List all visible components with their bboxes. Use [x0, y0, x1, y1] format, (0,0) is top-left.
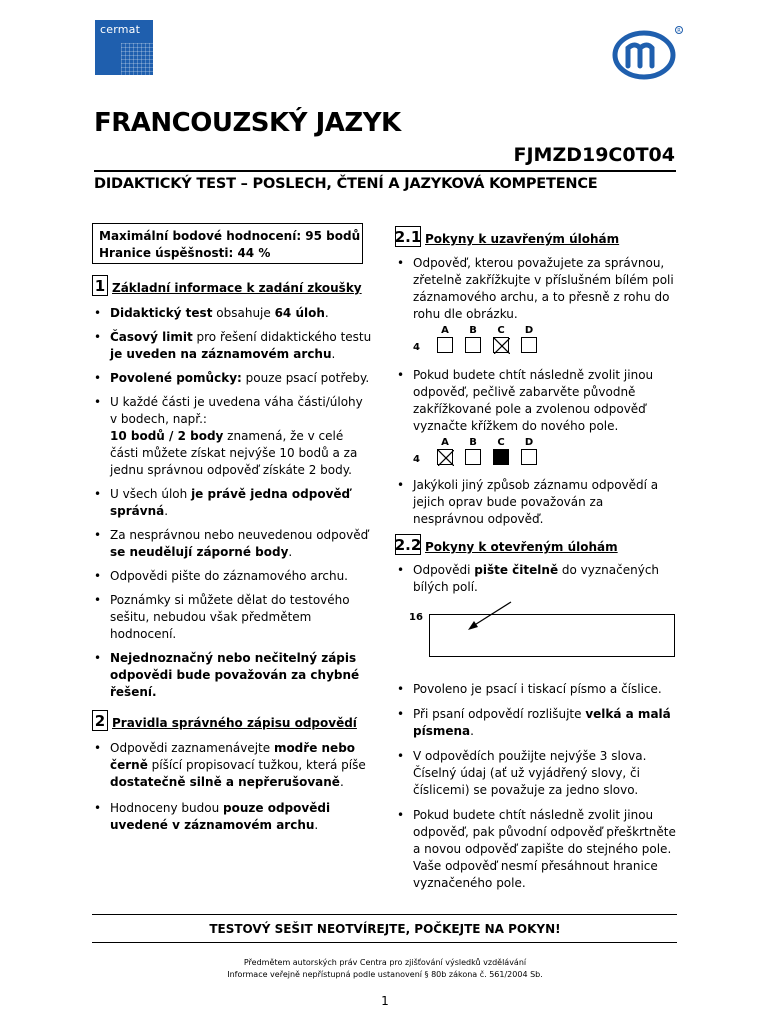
m-logo — [608, 22, 686, 82]
section-2-1-heading — [395, 225, 680, 247]
footer-notice: TESTOVÝ SEŠIT NEOTVÍREJTE, POČKEJTE NA POKYN! — [209, 922, 561, 936]
open-answer-example — [395, 596, 680, 658]
cross-mark-icon — [438, 450, 454, 466]
test-code: FJMZD19C0T04 — [513, 144, 675, 166]
footer-divider-2 — [92, 942, 677, 943]
list-item: • U všech úloh je právě jedna odpověď správná. — [92, 486, 365, 520]
option-letter: C — [497, 325, 505, 336]
option-letter: A — [441, 325, 449, 336]
example-number: 16 — [409, 612, 423, 623]
list-item: • Odpovědi pište do záznamového archu. — [92, 568, 372, 585]
list-item: • Odpovědi pište čitelně do vyznačených bílých polí. — [395, 562, 673, 596]
answer-example-corrected — [413, 437, 680, 465]
section-1-heading — [92, 274, 372, 296]
option-letter: D — [524, 437, 534, 448]
section-2-title: Pravidla správného zápisu odpovědí — [112, 716, 357, 730]
answer-example-cross — [413, 325, 680, 353]
answer-box-c-filled — [493, 449, 509, 465]
list-item: • Odpověď, kterou považujete za správnou, zřetelně zakřížkujte v příslušném bílém poli záznamového archu, a to přesně z rohu do rohu dle obrázku. — [395, 255, 683, 323]
list-item: • Při psaní odpovědí rozlišujte velká a malá písmena. — [395, 706, 678, 740]
section-2-number: 2 — [92, 710, 108, 731]
option-letter: C — [497, 437, 505, 448]
option-letter: B — [469, 325, 477, 336]
title-divider — [94, 170, 676, 172]
list-item: • U každé části je uvedena váha části/úlohy v bodech, např.: 10 bodů / 2 body znamená, že v celé části můžete získat nejvýše 10 bodů a za jednu správnou odpověď získáte 2 body. — [92, 394, 365, 479]
section-2-1-list — [395, 255, 680, 323]
score-box — [92, 223, 363, 264]
answer-box-b — [465, 449, 481, 465]
section-2 — [92, 709, 372, 834]
section-2-list — [92, 740, 372, 834]
list-item: • Didaktický test obsahuje 64 úloh. — [92, 305, 372, 322]
list-item: • Odpovědi zaznamenávejte modře nebo černě píšící propisovací tužkou, která píše dostatečně silně a nepřerušovaně. — [92, 740, 380, 791]
answer-box-b — [465, 337, 481, 353]
option-letter: A — [441, 437, 449, 448]
page-title: FRANCOUZSKÝ JAZYK — [94, 108, 401, 138]
list-item: • Hodnoceny budou pouze odpovědi uvedené v záznamovém archu. — [92, 800, 360, 834]
cermat-logo — [95, 20, 153, 75]
svg-text:R: R — [677, 28, 681, 34]
open-answer-field — [429, 614, 675, 657]
option-letter: B — [469, 437, 477, 448]
max-score: Maximální bodové hodnocení: 95 bodů — [99, 229, 361, 243]
copyright-line-2: Informace veřejně nepřístupná podle ustanovení § 80b zákona č. 561/2004 Sb. — [227, 970, 543, 979]
section-2-1-title: Pokyny k uzavřeným úlohám — [425, 232, 620, 246]
answer-box-a — [437, 337, 453, 353]
page-number: 1 — [381, 994, 389, 1008]
section-2-1-list-2 — [395, 367, 680, 435]
list-item: • Poznámky si můžete dělat do testového sešitu, nebudou však předmětem hodnocení. — [92, 592, 355, 643]
copyright-line-1: Předmětem autorských práv Centra pro zjišťování výsledků vzdělávání — [243, 958, 527, 967]
pass-threshold: Hranice úspěšnosti: 44 % — [99, 246, 271, 260]
cermat-logo-text: cermat — [100, 23, 141, 36]
answer-box-d — [521, 337, 537, 353]
list-item: • Pokud budete chtít následně zvolit jinou odpověď, pečlivě zabarvěte původně zakřížkované pole a zvolenou odpověď vyznačte křížkem do nového pole. — [395, 367, 675, 435]
section-2-2 — [395, 533, 680, 892]
list-item: • Pokud budete chtít následně zvolit jinou odpověď, pak původní odpověď přeškrtněte a novou odpověď zapište do stejného pole. Vaše odpověď nesmí přesáhnout hranice vyznačeného pole. — [395, 807, 683, 892]
example-number: 4 — [413, 454, 420, 465]
example-number: 4 — [413, 342, 420, 353]
section-2-2-title: Pokyny k otevřeným úlohám — [425, 540, 618, 554]
option-letter: D — [524, 325, 534, 336]
section-2-2-list — [395, 562, 680, 596]
list-item: • Povoleno je psací i tiskací písmo a číslice. — [395, 681, 680, 698]
cermat-logo-grid — [121, 43, 153, 75]
list-item: • Časový limit pro řešení didaktického testu je uveden na záznamovém archu. — [92, 329, 372, 363]
list-item: • Za nesprávnou nebo neuvedenou odpověď se neudělují záporné body. — [92, 527, 372, 561]
section-2-2-list-2 — [395, 681, 680, 892]
section-2-1 — [395, 225, 680, 528]
answer-box-d — [521, 449, 537, 465]
section-1-list — [92, 305, 372, 701]
section-2-1-number: 2.1 — [394, 227, 422, 246]
section-2-heading — [92, 709, 372, 731]
answer-box-a-crossed — [437, 449, 453, 465]
section-1-number: 1 — [92, 275, 108, 296]
section-2-2-number: 2.2 — [394, 535, 422, 554]
footer-divider — [92, 914, 677, 915]
list-item: • Jakýkoli jiný způsob záznamu odpovědí a jejich oprav bude považován za nesprávnou odpověď. — [395, 477, 668, 528]
section-2-2-heading — [395, 533, 680, 555]
section-1 — [92, 274, 372, 701]
test-subtitle: DIDAKTICKÝ TEST – POSLECH, ČTENÍ A JAZYKOVÁ KOMPETENCE — [94, 176, 598, 192]
section-2-1-list-3 — [395, 477, 680, 528]
list-item: • V odpovědích použijte nejvýše 3 slova. Číselný údaj (ať už vyjádřený slovy, či číslicemi) se považuje za jedno slovo. — [395, 748, 668, 799]
list-item: • Nejednoznačný nebo nečitelný zápis odpovědi bude považován za chybné řešení. — [92, 650, 380, 701]
section-1-title: Základní informace k zadání zkoušky — [112, 281, 362, 295]
list-item: • Povolené pomůcky: pouze psací potřeby. — [92, 370, 372, 387]
cross-mark-icon — [494, 338, 510, 354]
answer-box-c-crossed — [493, 337, 509, 353]
